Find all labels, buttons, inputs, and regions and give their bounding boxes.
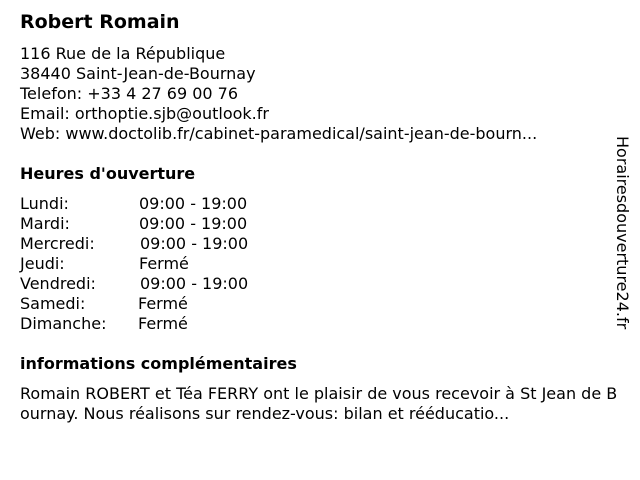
day-label: Mardi:	[20, 214, 70, 233]
hours-row-saturday	[20, 294, 320, 314]
additional-info-text: Romain ROBERT et Téa FERRY ont le plaisir de vous recevoir à St Jean de Bournay. Nous réalisons sur rendez-vous: bilan et rééducatio...	[20, 384, 618, 423]
day-label: Vendredi:	[20, 274, 96, 293]
address-street: 116 Rue de la République	[20, 44, 226, 63]
hours-value: Fermé	[138, 314, 188, 333]
hours-row-tuesday	[20, 214, 320, 234]
contact-details	[20, 44, 537, 144]
hours-value: 09:00 - 19:00	[140, 234, 249, 253]
hours-row-thursday	[20, 254, 320, 274]
day-label: Jeudi:	[20, 254, 65, 273]
day-label: Mercredi:	[20, 234, 95, 253]
phone-number[interactable]: Telefon: +33 4 27 69 00 76	[20, 84, 239, 103]
opening-hours-table	[20, 194, 320, 334]
hours-value: Fermé	[138, 294, 188, 313]
opening-hours-heading: Heures d'ouverture	[20, 164, 196, 183]
hours-row-friday	[20, 274, 320, 294]
hours-row-wednesday	[20, 234, 320, 254]
website-link[interactable]: Web: www.doctolib.fr/cabinet-paramedical/saint-jean-de-bourn...	[20, 124, 538, 143]
hours-row-sunday	[20, 314, 320, 334]
day-label: Samedi:	[20, 294, 86, 313]
hours-value: 09:00 - 19:00	[139, 194, 248, 213]
email-address[interactable]: Email: orthoptie.sjb@outlook.fr	[20, 104, 269, 123]
day-label: Dimanche:	[20, 314, 107, 333]
hours-value: 09:00 - 19:00	[140, 274, 249, 293]
hours-row-monday	[20, 194, 320, 214]
business-name: Robert Romain	[20, 11, 180, 33]
hours-value: Fermé	[139, 254, 189, 273]
hours-value: 09:00 - 19:00	[139, 214, 248, 233]
day-label: Lundi:	[20, 194, 69, 213]
additional-info-heading: informations complémentaires	[20, 354, 297, 373]
address-city: 38440 Saint-Jean-de-Bournay	[20, 64, 256, 83]
site-watermark: Horairesdouverture24.fr	[613, 136, 632, 330]
